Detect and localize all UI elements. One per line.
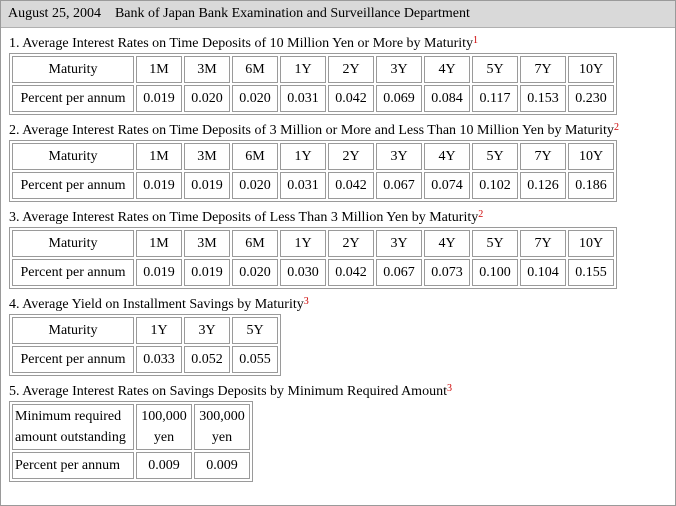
rate-value: 0.042 xyxy=(328,259,374,286)
maturity-col-7y: 7Y xyxy=(520,230,566,257)
rate-value: 0.020 xyxy=(232,85,278,112)
maturity-header: Maturity xyxy=(12,56,134,83)
maturity-col-2y: 2Y xyxy=(328,230,374,257)
rate-value: 0.009 xyxy=(136,452,192,479)
maturity-col-1y: 1Y xyxy=(280,143,326,170)
rate-value: 0.020 xyxy=(232,172,278,199)
rate-value: 0.186 xyxy=(568,172,614,199)
row-label: Percent per annum xyxy=(12,346,134,373)
footnote-ref[interactable]: 3 xyxy=(303,296,309,307)
maturity-col-6m: 6M xyxy=(232,56,278,83)
rate-value: 0.033 xyxy=(136,346,182,373)
rate-value: 0.084 xyxy=(424,85,470,112)
maturity-col-10y: 10Y xyxy=(568,230,614,257)
rate-value: 0.155 xyxy=(568,259,614,286)
header-date: August 25, 2004 xyxy=(8,6,101,21)
rate-value: 0.069 xyxy=(376,85,422,112)
row-label: Percent per annum xyxy=(12,259,134,286)
rate-table xyxy=(9,140,617,202)
table-value-row xyxy=(12,259,614,286)
page-header xyxy=(1,1,675,28)
section-4 xyxy=(9,297,675,376)
maturity-col-6m: 6M xyxy=(232,143,278,170)
maturity-col-10y: 10Y xyxy=(568,143,614,170)
maturity-col-2y: 2Y xyxy=(328,56,374,83)
maturity-col-5y: 5Y xyxy=(232,317,278,344)
footnote-ref[interactable]: 3 xyxy=(446,383,452,394)
savings-rate-table xyxy=(9,401,253,482)
rate-table xyxy=(9,53,617,115)
amount-col-100000: 100,000 yen xyxy=(136,404,192,450)
maturity-col-3y: 3Y xyxy=(184,317,230,344)
rate-value: 0.019 xyxy=(184,259,230,286)
rate-value: 0.019 xyxy=(136,259,182,286)
table-value-row xyxy=(12,172,614,199)
rate-value: 0.104 xyxy=(520,259,566,286)
rate-value: 0.117 xyxy=(472,85,518,112)
maturity-col-3y: 3Y xyxy=(376,143,422,170)
rate-sections xyxy=(1,36,675,376)
rate-value: 0.042 xyxy=(328,172,374,199)
rate-value: 0.055 xyxy=(232,346,278,373)
rate-table xyxy=(9,314,281,376)
rate-value: 0.030 xyxy=(280,259,326,286)
table-header-row xyxy=(12,230,614,257)
rate-value: 0.031 xyxy=(280,85,326,112)
section-5 xyxy=(9,384,675,482)
maturity-col-5y: 5Y xyxy=(472,143,518,170)
maturity-col-1m: 1M xyxy=(136,56,182,83)
rate-value: 0.019 xyxy=(184,172,230,199)
rate-value: 0.067 xyxy=(376,259,422,286)
rate-value: 0.019 xyxy=(136,85,182,112)
row-label: Percent per annum xyxy=(12,172,134,199)
table-value-row xyxy=(12,452,250,479)
section-1 xyxy=(9,36,675,115)
rate-value: 0.042 xyxy=(328,85,374,112)
row-label: Percent per annum xyxy=(12,452,134,479)
maturity-col-1m: 1M xyxy=(136,230,182,257)
row-label: Percent per annum xyxy=(12,85,134,112)
table-value-row xyxy=(12,85,614,112)
table-header-row xyxy=(12,56,614,83)
maturity-col-3m: 3M xyxy=(184,143,230,170)
section-3 xyxy=(9,210,675,289)
rate-value: 0.230 xyxy=(568,85,614,112)
table-header-row xyxy=(12,317,278,344)
rate-value: 0.074 xyxy=(424,172,470,199)
rate-value: 0.052 xyxy=(184,346,230,373)
maturity-col-7y: 7Y xyxy=(520,56,566,83)
footnote-ref[interactable]: 2 xyxy=(613,122,619,133)
section-title: 3. Average Interest Rates on Time Deposits of Less Than 3 Million Yen by Maturity$^2$ xyxy=(9,209,484,225)
rate-value: 0.020 xyxy=(232,259,278,286)
footnote-ref[interactable]: 1 xyxy=(473,35,479,46)
maturity-header: Maturity xyxy=(12,230,134,257)
maturity-col-5y: 5Y xyxy=(472,56,518,83)
maturity-col-4y: 4Y xyxy=(424,56,470,83)
maturity-col-1y: 1Y xyxy=(136,317,182,344)
rate-table xyxy=(9,227,617,289)
maturity-col-3y: 3Y xyxy=(376,230,422,257)
maturity-col-6m: 6M xyxy=(232,230,278,257)
maturity-col-1m: 1M xyxy=(136,143,182,170)
section-title: 4. Average Yield on Installment Savings by Maturity$^3$ xyxy=(9,296,309,312)
maturity-header: Maturity xyxy=(12,317,134,344)
rate-value: 0.031 xyxy=(280,172,326,199)
table-header-row xyxy=(12,143,614,170)
maturity-col-3m: 3M xyxy=(184,56,230,83)
rate-value: 0.019 xyxy=(136,172,182,199)
rate-value: 0.009 xyxy=(194,452,250,479)
rate-value: 0.153 xyxy=(520,85,566,112)
section-2 xyxy=(9,123,675,202)
footnote-ref[interactable]: 2 xyxy=(478,209,484,220)
maturity-col-10y: 10Y xyxy=(568,56,614,83)
table-header-row xyxy=(12,404,250,450)
maturity-col-2y: 2Y xyxy=(328,143,374,170)
section-title: 2. Average Interest Rates on Time Deposits of 3 Million or More and Less Than 10 Million Yen by Maturity$^2$ xyxy=(9,122,619,138)
maturity-col-4y: 4Y xyxy=(424,230,470,257)
header-org: Bank of Japan Bank Examination and Surveillance Department xyxy=(114,6,470,21)
rate-value: 0.100 xyxy=(472,259,518,286)
maturity-col-1y: 1Y xyxy=(280,56,326,83)
rate-value: 0.067 xyxy=(376,172,422,199)
maturity-header: Maturity xyxy=(12,143,134,170)
section-title: 1. Average Interest Rates on Time Deposits of 10 Million Yen or More by Maturity$^1$ xyxy=(9,35,479,51)
rate-value: 0.126 xyxy=(520,172,566,199)
rate-value: 0.073 xyxy=(424,259,470,286)
table-value-row xyxy=(12,346,278,373)
maturity-col-7y: 7Y xyxy=(520,143,566,170)
maturity-col-3y: 3Y xyxy=(376,56,422,83)
rate-value: 0.020 xyxy=(184,85,230,112)
maturity-col-5y: 5Y xyxy=(472,230,518,257)
amount-col-300000: 300,000 yen xyxy=(194,404,250,450)
section-title: 5. Average Interest Rates on Savings Deposits by Minimum Required Amount$^3$ xyxy=(9,383,452,399)
rate-value: 0.102 xyxy=(472,172,518,199)
maturity-col-3m: 3M xyxy=(184,230,230,257)
min-amount-header: Minimum required amount outstanding xyxy=(12,404,134,450)
maturity-col-1y: 1Y xyxy=(280,230,326,257)
maturity-col-4y: 4Y xyxy=(424,143,470,170)
